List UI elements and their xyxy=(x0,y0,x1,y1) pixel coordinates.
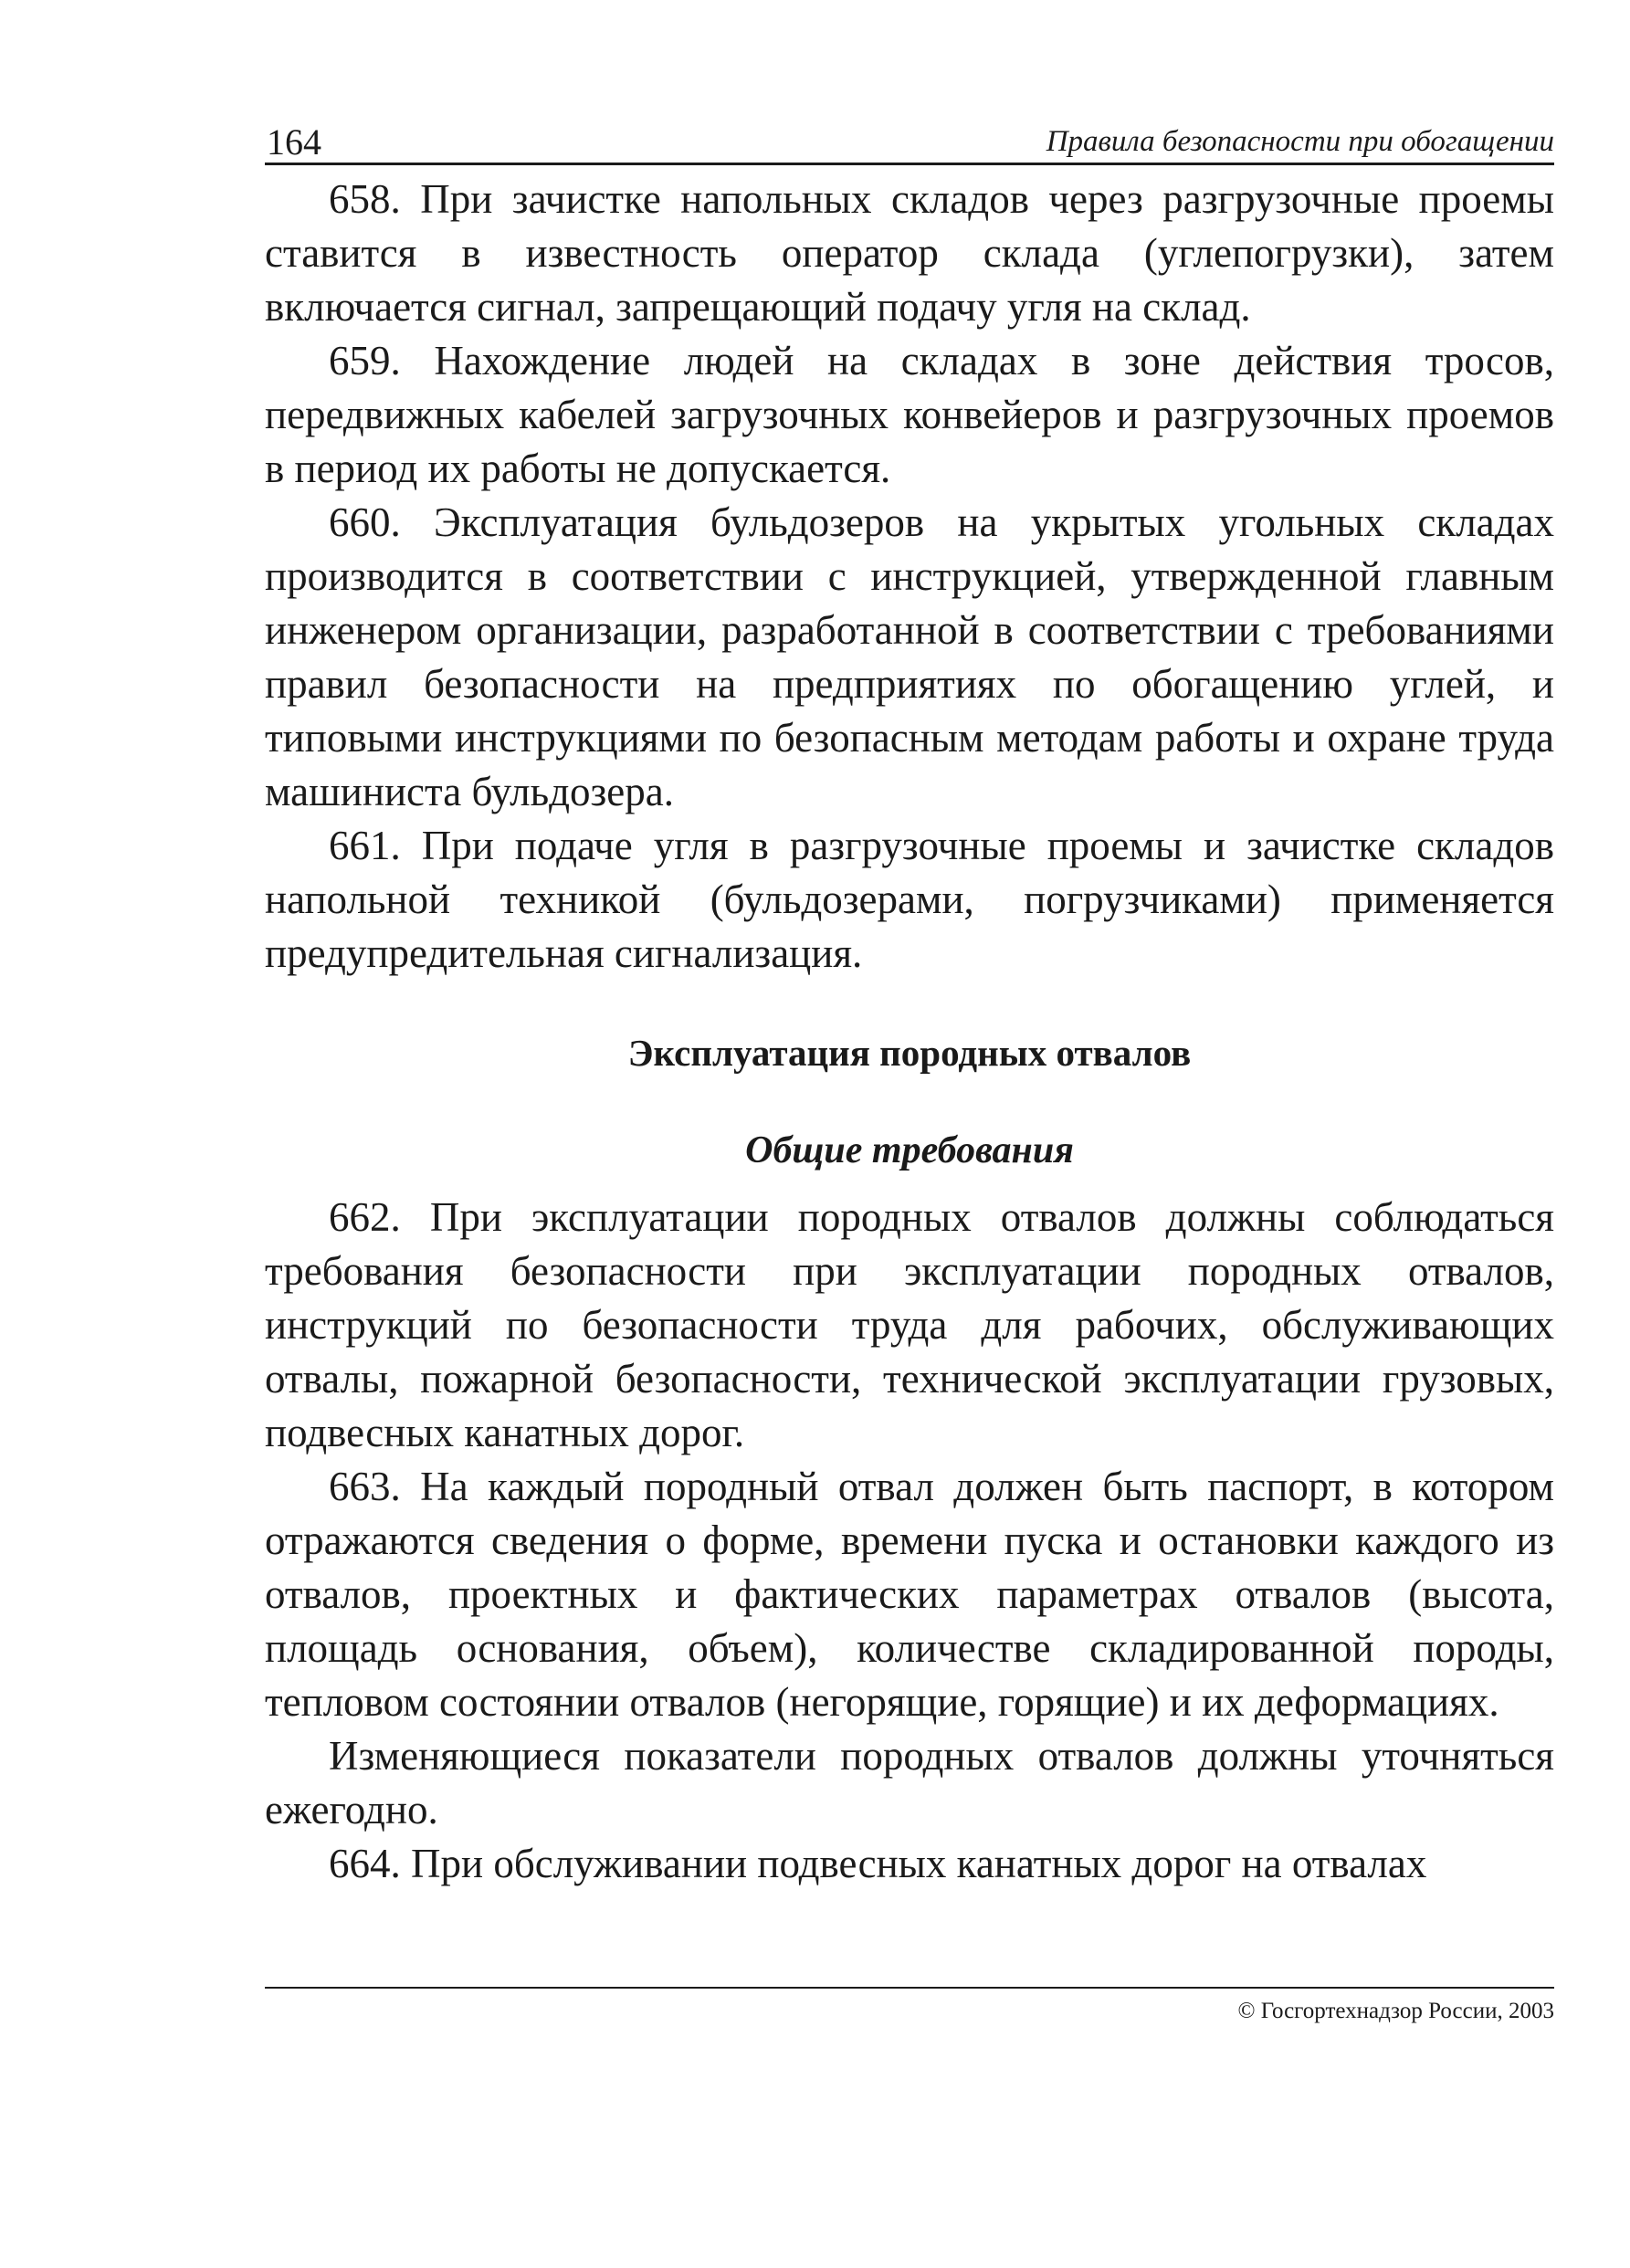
paragraph-660: 660. Эксплуатация бульдозеров на укрытых угольных складах производится в соответствии с инструкцией, утвержденной главным инженером организации, разработанной в соответствии с требованиями правил безопасности на предприятиях по обогащению углей, и типовыми инструкциями по безопасным методам работы и охране труда машиниста бульдозера. xyxy=(265,499,1554,814)
paragraph-664: 664. При обслуживании подвесных канатных дорог на отвалах xyxy=(329,1841,1427,1886)
body-text xyxy=(265,173,1554,1891)
running-title: Правила безопасности при обогащении xyxy=(1046,125,1554,158)
paragraph-663-note: Изменяющиеся показатели породных отвалов должны уточняться ежегодно. xyxy=(265,1733,1554,1832)
subsection-heading: Общие требования xyxy=(745,1129,1074,1171)
paragraph-658: 658. При зачистке напольных складов через разгрузочные проемы ставится в известность оператор склада (углепогрузки), затем включается сигнал, запрещающий подачу угля на склад. xyxy=(265,176,1554,330)
paragraph-659: 659. Нахождение людей на складах в зоне действия тросов, передвижных кабелей загрузочных конвейеров и разгрузочных проемов в период их работы не допускается. xyxy=(265,338,1554,491)
section-heading: Эксплуатация породных отвалов xyxy=(627,1032,1192,1074)
page xyxy=(265,108,1554,1891)
paragraph-663: 663. На каждый породный отвал должен быть паспорт, в котором отражаются сведения о форме, времени пуска и остановки каждого из отвалов, проектных и фактических параметрах отвалов (высота, площадь основания, объем), количестве складированной породы, тепловом состоянии отвалов (негорящие, горящие) и их деформациях. xyxy=(265,1464,1554,1725)
paragraph-662: 662. При эксплуатации породных отвалов должны соблюдаться требования безопасности при эксплуатации породных отвалов, инструкций по безопасности труда для рабочих, обслуживающих отвалы, пожарной безопасности, технической эксплуатации грузовых, подвесных канатных дорог. xyxy=(265,1194,1554,1455)
running-head xyxy=(265,108,1554,165)
footer xyxy=(265,1987,1554,2025)
copyright-notice: © Госгортехнадзор России, 2003 xyxy=(1237,1999,1554,2023)
paragraph-661: 661. При подаче угля в разгрузочные проемы и зачистке складов напольной техникой (бульдозерами, погрузчиками) применяется предупредительная сигнализация. xyxy=(265,823,1554,976)
page-number: 164 xyxy=(267,121,321,163)
